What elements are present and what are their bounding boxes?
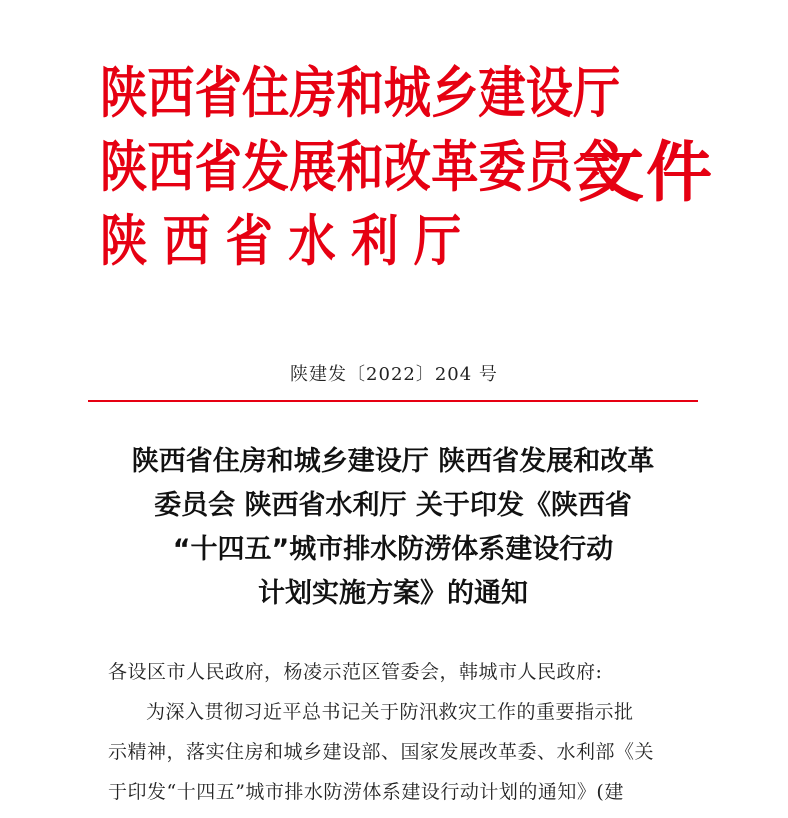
paragraph-line: 于印发“十四五”城市排水防涝体系建设行动计划的通知》(建 [108, 781, 624, 803]
red-divider-line [88, 400, 698, 402]
red-header [100, 56, 714, 296]
paragraph-line: 示精神，落实住房和城乡建设部、国家发展改革委、水利部《关 [108, 741, 655, 763]
document-body [108, 652, 698, 812]
title-line: 陕西省住房和城乡建设厅 陕西省发展和改革 [131, 446, 655, 477]
notice-title [80, 440, 706, 616]
title-line: 计划实施方案》的通知 [258, 578, 528, 609]
issuer-development-commission: 陕西省发展和改革委员会 [100, 134, 621, 199]
document-type-label: 文件 [578, 133, 714, 211]
title-line: 委员会 陕西省水利厅 关于印发《陕西省 [154, 490, 632, 521]
paragraph-line: 为深入贯彻习近平总书记关于防汛救灾工作的重要指示批 [146, 701, 634, 723]
issuer-housing-department: 陕西省住房和城乡建设厅 [100, 60, 621, 125]
title-line: “十四五”城市排水防涝体系建设行动 [172, 534, 614, 565]
addressee-line: 各设区市人民政府，杨凌示范区管委会，韩城市人民政府: [108, 661, 603, 683]
issuer-water-department: 陕西省水利厅 [100, 208, 477, 273]
document-number: 陕建发〔2022〕204 号 [290, 364, 498, 385]
